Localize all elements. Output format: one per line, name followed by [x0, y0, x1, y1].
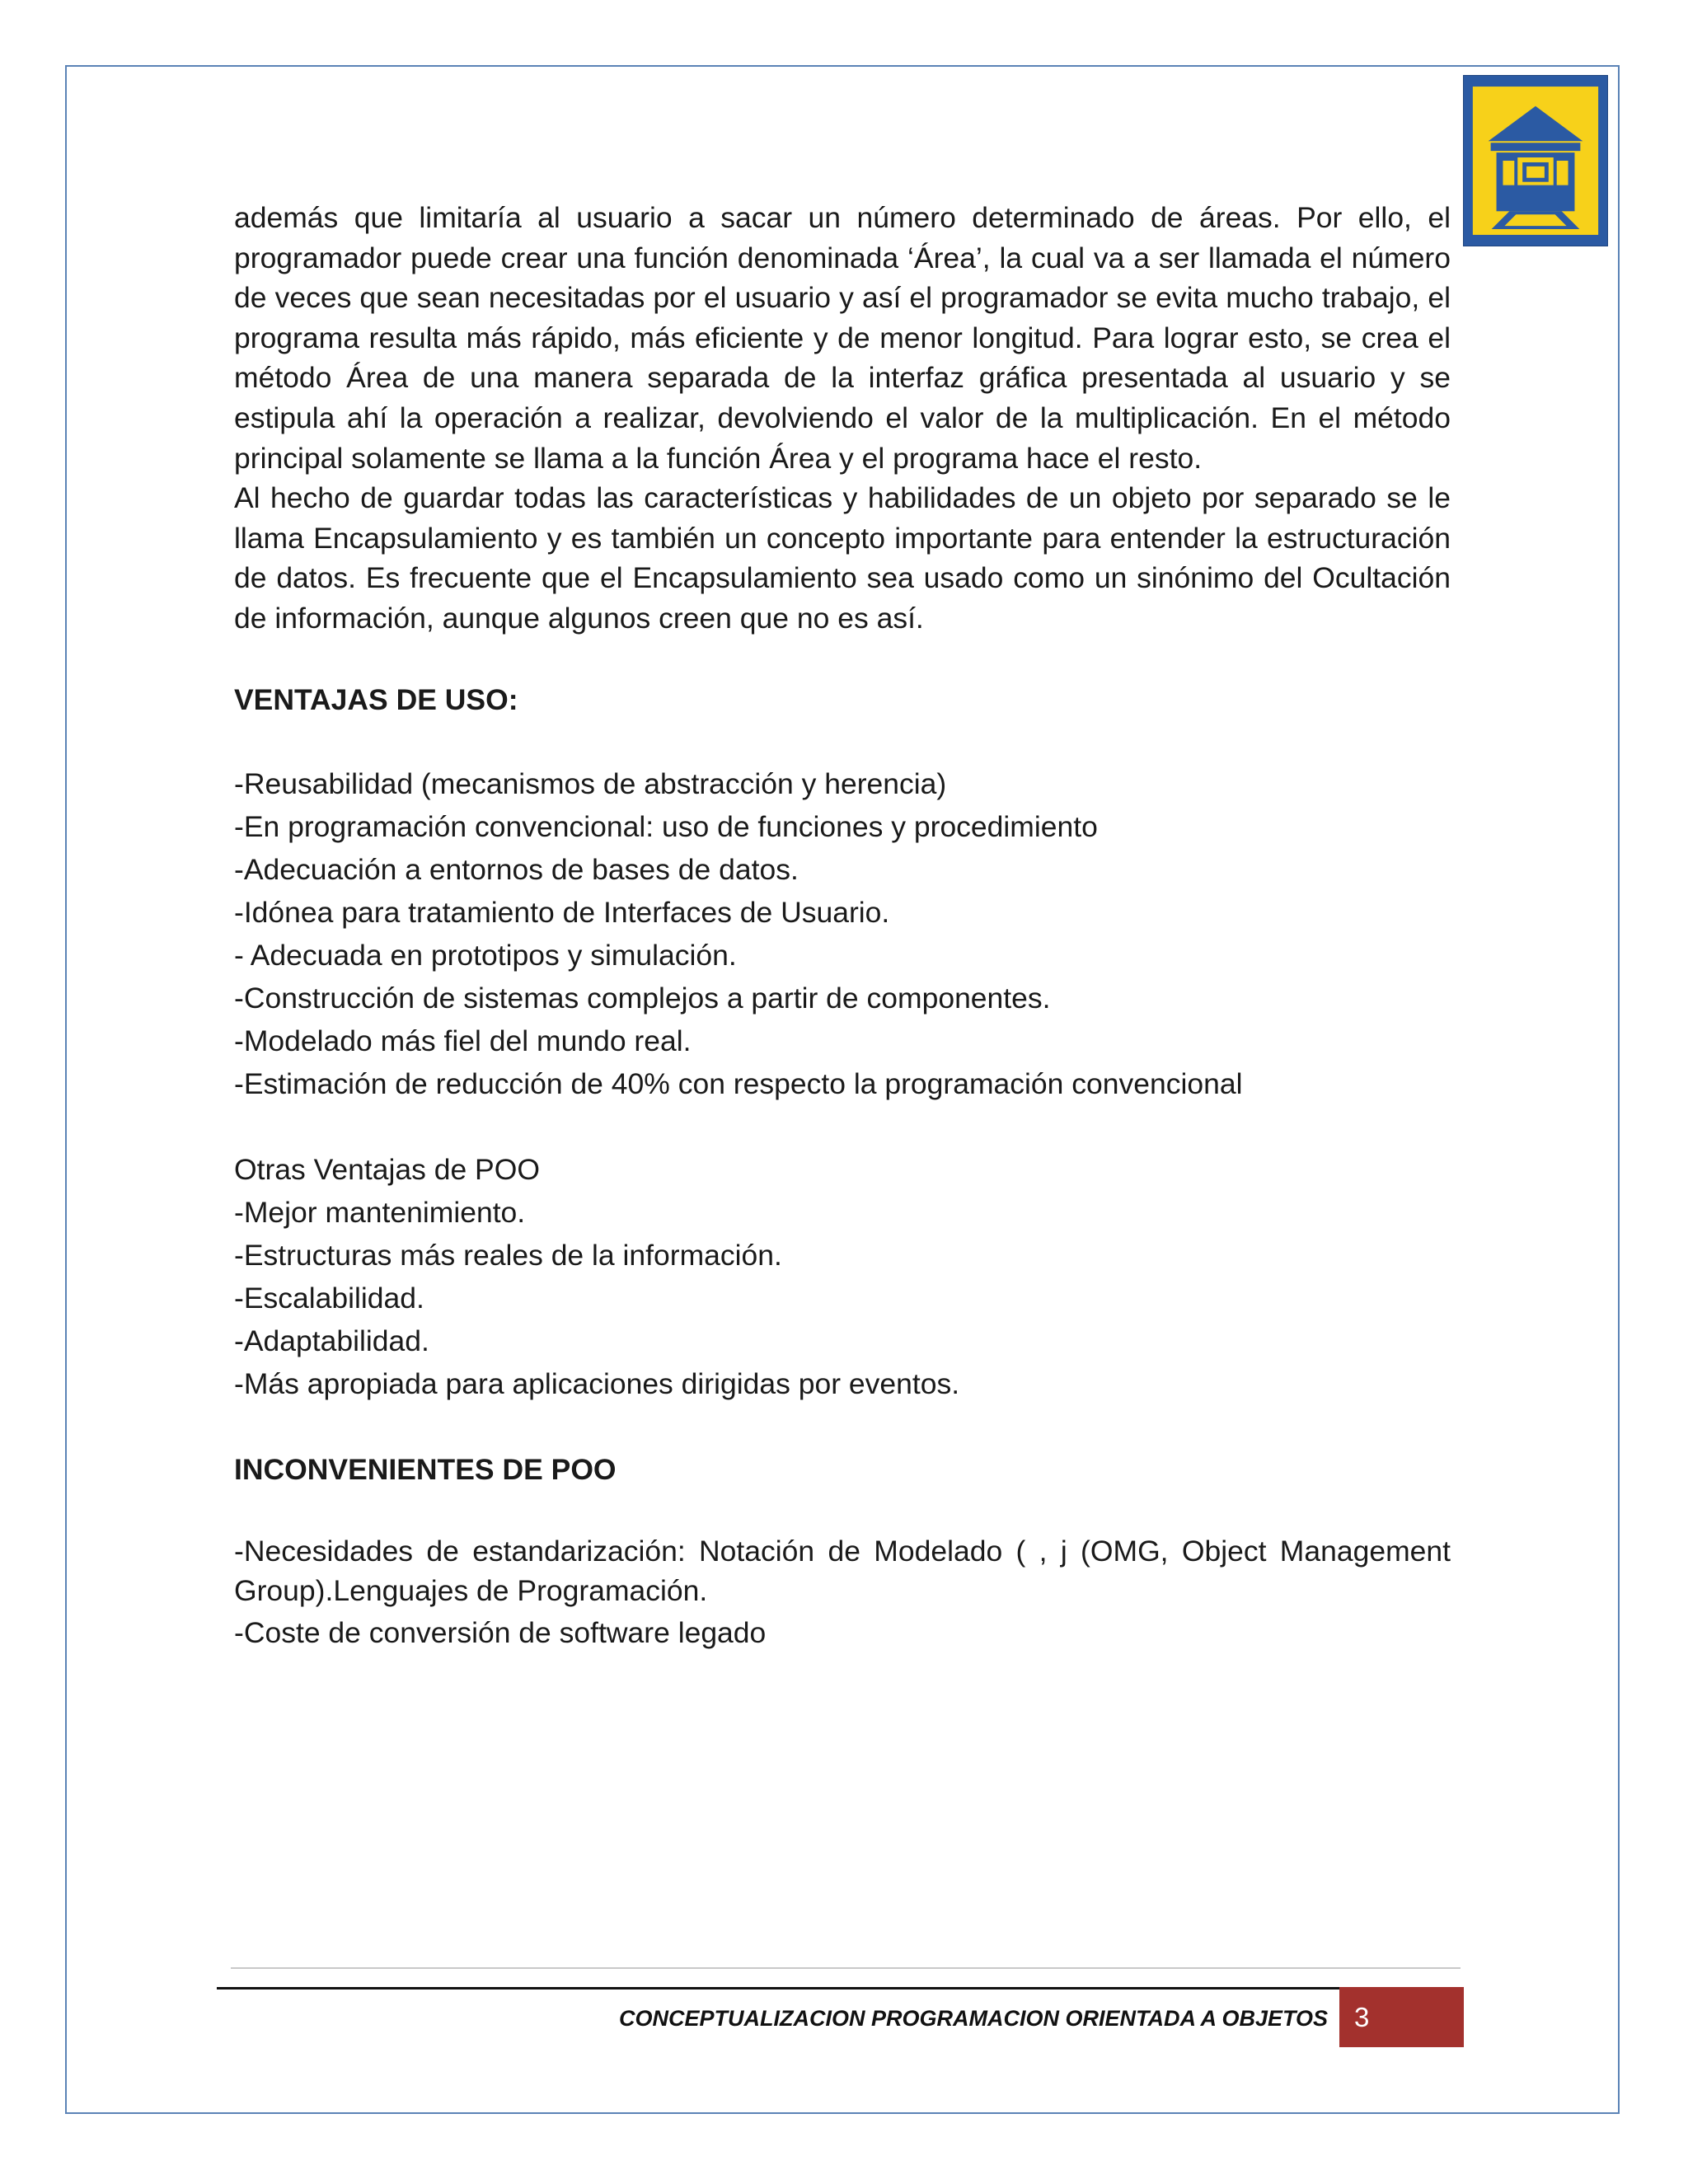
paragraph-encapsulamiento: Al hecho de guardar todas las características y habilidades de un objeto por separado se le llama Encapsulamiento y es también un concepto importante para entender la estructuración de datos. Es frecuente que el Encapsulamiento sea usado como un sinónimo del Ocultación de información, aunque algunos creen que no es así. — [234, 481, 1451, 635]
heading-inconvenientes: INCONVENIENTES DE POO — [234, 1453, 617, 1487]
list-item: -En programación convencional: uso de funciones y procedimiento — [234, 810, 1098, 844]
heading-otras-ventajas: Otras Ventajas de POO — [234, 1153, 540, 1187]
otras-ventajas-list — [234, 1191, 1451, 1405]
list-item: -Estimación de reducción de 40% con respecto la programación convencional — [234, 1067, 1243, 1101]
list-item: -Escalabilidad. — [234, 1282, 424, 1315]
paragraph-estandarizacion: -Necesidades de estandarización: Notación de Modelado ( , j (OMG, Object Management Group).Lenguajes de Programación. — [234, 1534, 1451, 1608]
list-item: -Coste de conversión de software legado — [234, 1615, 767, 1649]
list-item: -Estructuras más reales de la información. — [234, 1239, 782, 1272]
school-building-icon — [1463, 75, 1608, 246]
page-number: 3 — [1339, 1987, 1464, 2047]
list-item: -Adecuación a entornos de bases de datos. — [234, 853, 799, 887]
list-item: -Reusabilidad (mecanismos de abstracción y herencia) — [234, 767, 947, 801]
list-item: -Mejor mantenimiento. — [234, 1196, 526, 1230]
list-item: -Modelado más fiel del mundo real. — [234, 1024, 692, 1058]
list-item: -Más apropiada para aplicaciones dirigidas por eventos. — [234, 1367, 960, 1401]
heading-ventajas: VENTAJAS DE USO: — [234, 682, 518, 716]
paragraph-area-function: además que limitaría al usuario a sacar un número determinado de áreas. Por ello, el programador puede crear una función denominada ‘Área’, la cual va a ser llamada el número de veces que sean necesitadas por el usuario y así el programador se evita mucho trabajo, el programa resulta más rápido, más eficiente y de menor longitud. Para lograr esto, se crea el método Área de una manera separada de la interfaz gráfica presentada al usuario y se estipula ahí la operación a realizar, devolviendo el valor de la multiplicación. En el método principal solamente se llama a la función Área y el programa hace el resto. — [234, 201, 1451, 475]
list-item: - Adecuada en prototipos y simulación. — [234, 939, 737, 972]
footer-divider — [231, 1967, 1461, 1969]
list-item: -Idónea para tratamiento de Interfaces de Usuario. — [234, 896, 890, 930]
footer-title: CONCEPTUALIZACION PROGRAMACION ORIENTADA A OBJETOS — [618, 2006, 1328, 2031]
list-item: -Adaptabilidad. — [234, 1324, 429, 1358]
list-item: -Construcción de sistemas complejos a partir de componentes. — [234, 982, 1051, 1015]
ventajas-list — [234, 762, 1451, 1105]
document-body — [234, 198, 1451, 1654]
